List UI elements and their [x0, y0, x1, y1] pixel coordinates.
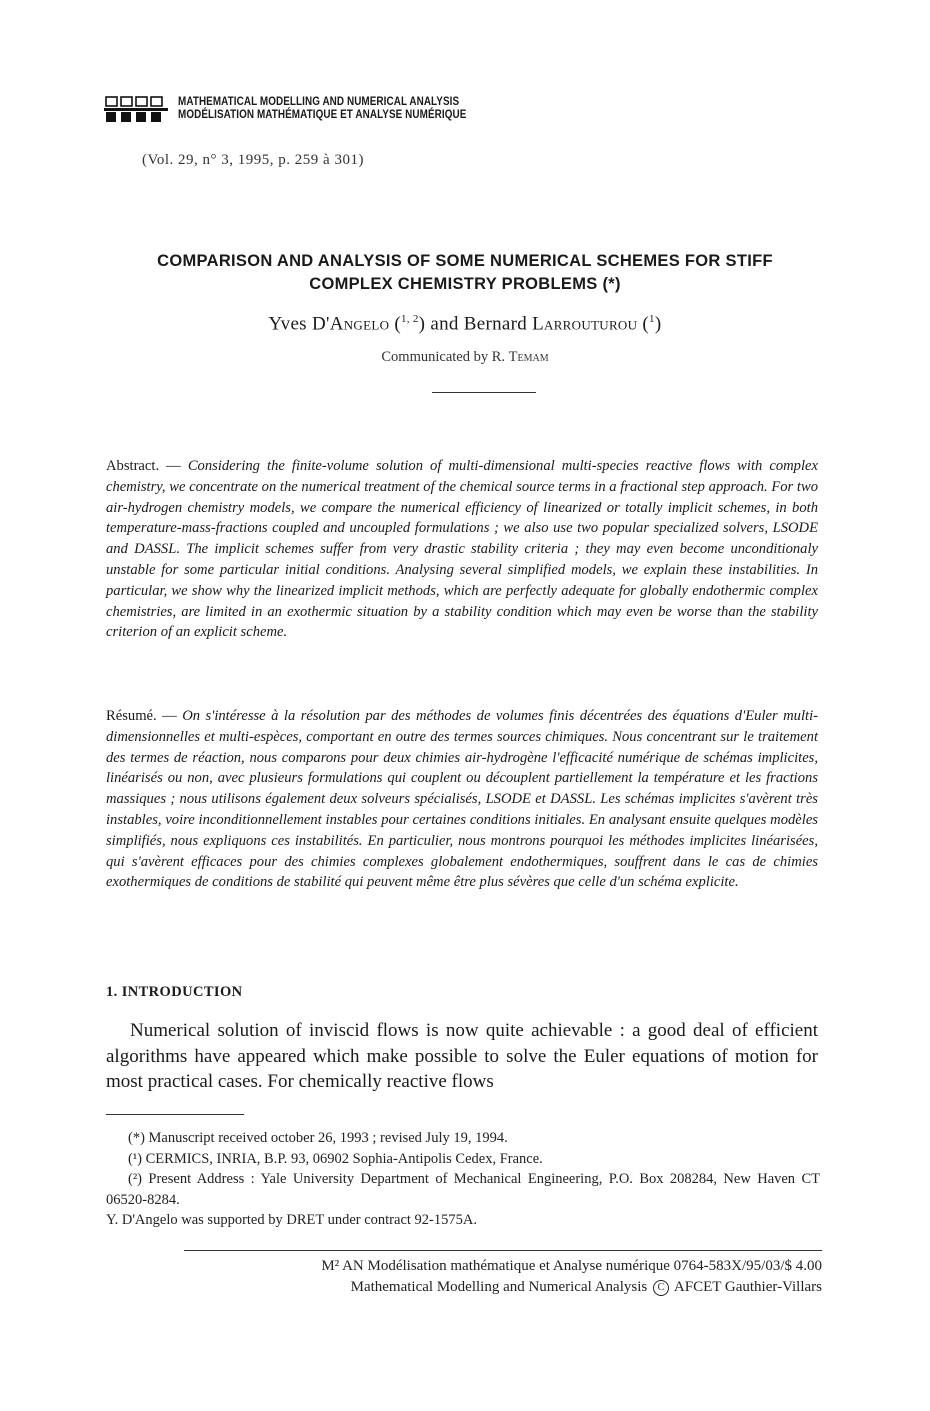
paper-title-line2: COMPLEX CHEMISTRY PROBLEMS (*): [309, 275, 621, 293]
volume-info: (Vol. 29, n° 3, 1995, p. 259 à 301): [142, 152, 364, 168]
footnote-divider: [106, 1114, 244, 1115]
journal-name: [178, 96, 466, 122]
paper-title: [0, 250, 930, 296]
paper-title-line1: COMPARISON AND ANALYSIS OF SOME NUMERICAL SCHEMES FOR STIFF: [157, 252, 773, 270]
author2-last: Larrouturou: [532, 313, 638, 335]
communicated-by: [0, 349, 930, 366]
authors-conjunction: and: [430, 313, 459, 335]
author1-affil: 1, 2: [400, 313, 419, 325]
authors: Yves D'Angelo ($^{1, 2}$) and Bernard Larrouturou ($^1$): [268, 313, 662, 335]
resume-text: On s'intéresse à la résolution par des méthodes de volumes finis décentrées des équations d'Euler multi-dimensionnelles et multi-espèces, comportant en outre des termes sources chimiques. Nous concentrant sur le traitement des termes de réaction, nous comparons pour deux chimies air-hydrogène l'efficacité numérique de schémas implicites, linéarisés ou non, avec plusieurs formulations qui couplent ou découplent partiellement la température et les fractions massiques ; nous utilisons également deux solveurs spécialisés, LSODE et DASSL. Les schémas implicites s'avèrent très instables, voire inconditionnellement instables pour certaines conditions initiales. En analysant ensuite quelques modèles simplifiés, nous expliquons ces instabilités. En particulier, nous montrons pourquoi les méthodes implicites linéarisées, qui s'avèrent efficaces pour des chimies complexes globalement endothermiques, souffrent dans le cas de chimies exothermiques de conditions de stabilité qui peuvent même être plus sévères que celle d'un schéma explicite.: [106, 708, 818, 891]
publisher-line1: M² AN Modélisation mathématique et Analyse numérique 0764-583X/95/03/$ 4.00: [321, 1258, 822, 1274]
section-heading: 1. INTRODUCTION: [106, 984, 243, 1000]
publisher-line2-suffix: AFCET Gauthier-Villars: [673, 1279, 822, 1295]
publisher-divider: [184, 1250, 822, 1251]
communicated-name: Temam: [508, 349, 549, 365]
journal-name-fr: MODÉLISATION MATHÉMATIQUE ET ANALYSE NUMÉRIQUE: [178, 109, 467, 121]
publisher-line2-prefix: Mathematical Modelling and Numerical Analysis: [350, 1279, 648, 1295]
footnote-support: Y. D'Angelo was supported by DRET under contract 92-1575A.: [106, 1212, 477, 1228]
footnote-affiliation-2: (²) Present Address : Yale University Department of Mechanical Engineering, P.O. Box 208284, New Haven CT 06520-8284.: [106, 1171, 820, 1208]
footnotes: [106, 1128, 820, 1231]
footnote-manuscript: (*) Manuscript received october 26, 1993 ; revised July 19, 1994.: [128, 1130, 508, 1146]
abstract: [106, 456, 818, 643]
author1-last: D'Angelo: [311, 313, 390, 335]
publisher-line2: [184, 1277, 822, 1298]
journal-name-en: MATHEMATICAL MODELLING AND NUMERICAL ANALYSIS: [178, 96, 460, 108]
communicated-prefix: Communicated by R.: [381, 349, 506, 365]
abstract-lead: Abstract. —: [106, 458, 181, 474]
journal-logo: [104, 94, 168, 124]
introduction-text: Numerical solution of inviscid flows is now quite achievable : a good deal of efficient algorithms have appeared which make possible to solve the Euler equations of motion for most practical cases. For chemically reactive flows: [106, 1020, 818, 1092]
author1-first: Yves: [268, 313, 307, 335]
abstract-text: Considering the finite-volume solution of multi-dimensional multi-species reactive flows with complex chemistry, we concentrate on the numerical treatment of the chemical source terms in a fractional step approach. For two air-hydrogen chemistry models, we compare the numerical efficiency of linearized or totally implicit schemes, in both temperature-mass-fractions coupled and uncoupled formulations ; we also use two popular specialized solvers, LSODE and DASSL. The implicit schemes suffer from very drastic stability criteria ; they may even become unconditionaly unstable for some particular initial conditions. Analysing several simplified models, we explain these instabilities. In particular, we show why the linearized implicit methods, which are perfectly adequate for globally endothermic complex chemistries, are limited in an exothermic situation by a stability condition which may even be worse than the stability criterion of an explicit scheme.: [106, 458, 818, 641]
title-divider: [432, 392, 536, 393]
author2-first: Bernard: [463, 313, 528, 335]
copyright-icon: C: [653, 1280, 669, 1296]
resume: [106, 706, 818, 893]
resume-lead: Résumé. —: [106, 708, 177, 724]
publisher-info: [184, 1256, 822, 1298]
footnote-affiliation-1: (¹) CERMICS, INRIA, B.P. 93, 06902 Sophia-Antipolis Cedex, France.: [128, 1150, 543, 1167]
author2-affil: 1: [649, 313, 655, 325]
